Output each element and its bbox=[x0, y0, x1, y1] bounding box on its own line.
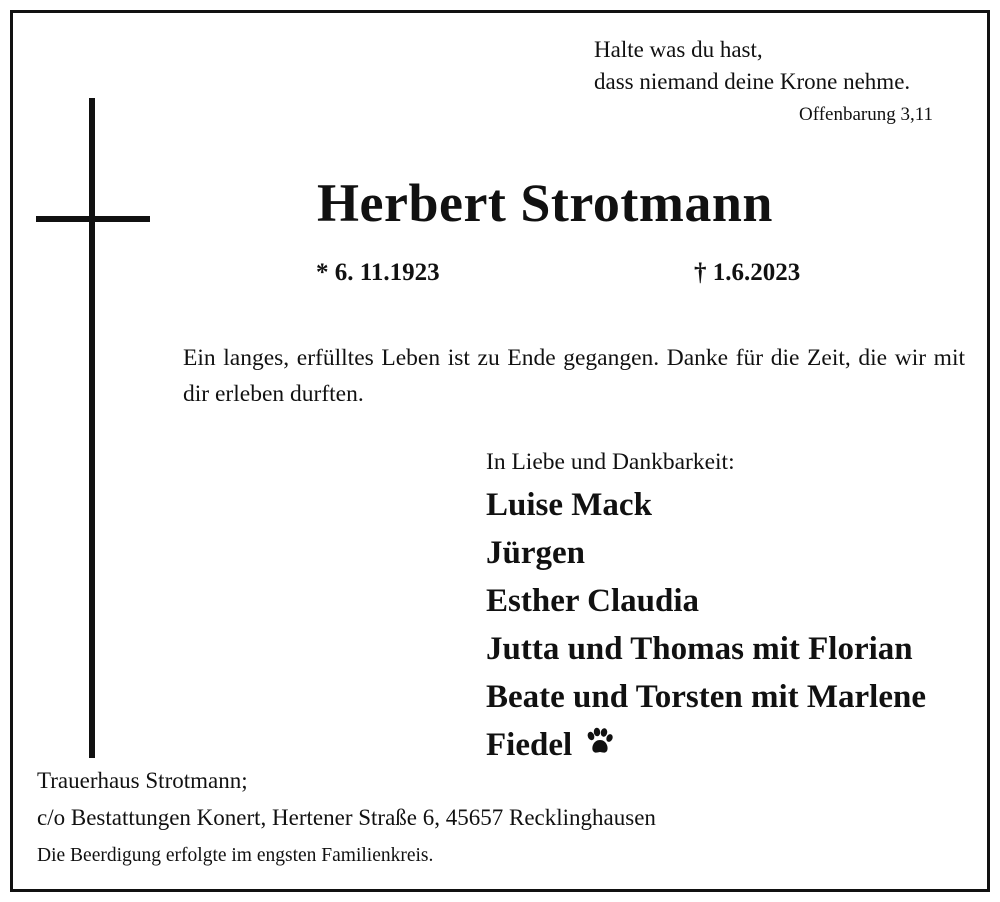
paw-print-icon bbox=[584, 727, 614, 766]
quote-line-1: Halte was du hast, bbox=[594, 37, 763, 62]
mourner-name: Jutta und Thomas mit Florian bbox=[486, 631, 913, 667]
quote-reference: Offenbarung 3,11 bbox=[799, 104, 934, 125]
mourning-house: Trauerhaus Strotmann; bbox=[37, 768, 248, 793]
mourner-name: Beate und Torsten mit Marlene bbox=[486, 679, 926, 715]
mourner-pet-row bbox=[486, 727, 614, 766]
farewell-message: Ein langes, erfülltes Leben ist zu Ende gegangen. Danke für die Zeit, die wir mit dir erleben durften. bbox=[183, 345, 965, 407]
burial-note: Die Beerdigung erfolgte im engsten Familienkreis. bbox=[37, 845, 434, 866]
mourner-name: Fiedel bbox=[486, 727, 573, 763]
funeral-home-address: c/o Bestattungen Konert, Hertener Straße 6, 45657 Recklinghausen bbox=[37, 805, 656, 830]
cross-horizontal-bar bbox=[36, 216, 150, 222]
mourner-name: Luise Mack bbox=[486, 487, 652, 523]
deceased-name: Herbert Strotmann bbox=[317, 173, 773, 233]
birth-date: * 6. 11.1923 bbox=[316, 259, 440, 286]
cross-vertical-bar bbox=[89, 98, 95, 758]
death-date: † 1.6.2023 bbox=[694, 259, 801, 286]
mourner-name: Jürgen bbox=[486, 535, 585, 571]
mourners-intro: In Liebe und Dankbarkeit: bbox=[486, 449, 735, 475]
mourner-name: Esther Claudia bbox=[486, 583, 700, 619]
quote-line-2: dass niemand deine Krone nehme. bbox=[594, 69, 911, 94]
